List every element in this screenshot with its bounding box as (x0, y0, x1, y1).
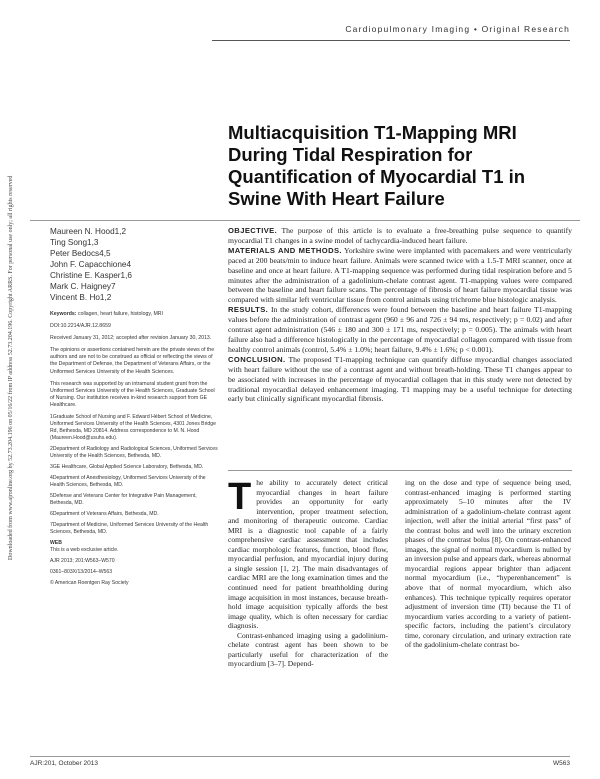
author-sidebar (50, 226, 218, 591)
author: Maureen N. Hood1,2 (50, 227, 127, 236)
footer-divider (30, 756, 570, 757)
body-column-1 (228, 478, 388, 669)
issn: 0361–803X/13/2014–W563 (50, 569, 113, 576)
funding-note: This research was supported by an intramural student grant from the Uniformed Services University of the Health Sciences, Graduate School of Nursing. Our institution receives in-kind research support from GE Healthcare. (50, 380, 215, 408)
author: Christine E. Kasper1,6 (50, 271, 132, 280)
affiliation: 3GE Healthcare, Global Applied Science Laboratory, Bethesda, MD. (50, 464, 204, 471)
title-divider (30, 220, 580, 221)
abstract (228, 226, 572, 404)
web-note: This is a web exclusive article. (50, 547, 119, 554)
section-header: Cardiopulmonary Imaging • Original Research (345, 24, 570, 34)
web-label: WEB (50, 540, 62, 547)
abstract-methods: MATERIALS AND METHODS. Yorkshire swine were implanted with pacemakers and were ventricularly paced at 200 beats/min to induce heart failure. Animals were scanned twice with a 1.5-T MRI scanner, once at baseline and once at heart failure. A T1-mapping sequence was performed during tidal respiration before and 5 minutes after the administration of a gadolinium-chelate contrast agent. T1-mapping values were compared between the baseline and heart failure scans. The percentage of fibrosis of heart failure myocardial tissue was compared with similar left ventricular tissue from control animals using trichrome blue histologic analysis. (228, 245, 573, 305)
article-title: Multiacquisition T1-Mapping MRI During Tidal Respiration for Quantification of Myocardial T1 in Swine With Heart Failure (228, 122, 526, 209)
author: Peter Bedocs4,5 (50, 249, 111, 258)
disclaimer: The opinions or assertions contained herein are the private views of the authors and are not to be construed as official or reflecting the views of the Department of Defense, the Department of Veterans Affairs, or the Uniformed Services University of the Health Sciences. (50, 347, 215, 375)
received-date: Received January 31, 2012; accepted after revision January 30, 2013. (50, 335, 212, 342)
affiliation: 7Department of Medicine, Uniformed Services University of the Health Sciences, Bethesda, MD. (50, 522, 209, 536)
download-stamp (0, 0, 16, 779)
body-column-2 (405, 478, 571, 650)
author: John F. Capacchione4 (50, 260, 132, 269)
abstract-conclusion: CONCLUSION. The proposed T1-mapping technique can quantify diffuse myocardial changes associated with heart failure without the use of a contrast agent and without breath-holding. These T1 changes appear to be associated with increases in the percentage of myocardial collagen that in this study were not detected by traditional myocardial delayed enhancement imaging. T1 mapping may be a useful technique for detecting early but clinically significant myocardial fibrosis. (228, 354, 572, 404)
download-stamp-text: Downloaded from www.ajronline.org by 52.73.204.196 on 05/16/22 from IP address 52.73.204.196. Copyright ARRS. For personal use only; all rights reserved (8, 175, 14, 560)
doi[interactable]: DOI:10.2214/AJR.12.8659 (50, 323, 111, 330)
affiliation: 1Graduate School of Nursing and F. Edward Hébert School of Medicine, Uniformed Services University of the Health Sciences, 4301 Jones Bridge Rd, Bethesda, MD 20814. Address correspondence to M. N. Hood (Maureen.Hood@usuhs.edu). (50, 414, 216, 442)
affiliation: 6Department of Veterans Affairs, Bethesda, MD. (50, 511, 159, 518)
copyright: © American Roentgen Ray Society (50, 580, 129, 587)
affiliation: 5Defense and Veterans Center for Integrative Pain Management, Bethesda, MD. (50, 493, 197, 507)
footer-journal: AJR:201, October 2013 (30, 760, 98, 767)
author: Vincent B. Ho1,2 (50, 293, 112, 302)
author: Mark C. Haigney7 (50, 282, 116, 291)
abstract-results: RESULTS. In the study cohort, differences were found between the baseline and heart failure T1-mapping values before the administration of contrast agent (960 ± 96 and 726 ± 94 ms, respectively; p = 0.02) and after contrast agent administration (546 ± 180 and 300 ± 171 ms, respectively; p = 0.005). The animals with heart failure also had a difference histologically in the percentage of myocardial collagen compared with tissue from healthy control animals (control, 5.4% ± 1.0%; heart failure, 9.4% ± 1.6%; p < 0.001). (228, 305, 573, 354)
affiliation: 4Department of Anesthesiology, Uniformed Services University of the Health Sciences, Bethesda, MD. (50, 475, 206, 489)
body-paragraph: Contrast-enhanced imaging using a gadolinium-chelate contrast agent has been shown to be particularly useful for characterization of the myocardium [3–7]. Depend- (228, 630, 388, 669)
page-number: W563 (553, 760, 570, 767)
journal-citation: AJR 2013; 201:W563–W570 (50, 558, 115, 565)
body-paragraph: The ability to accurately detect critical myocardial changes in heart failure provides an opportunity for early intervention, proper treatment selection, and monitoring of therapeutic outcome. Cardiac MRI is a diagnostic tool capable of a fairly comprehensive cardiac assessment that includes cardiac morphologic features, function, blood flow, myocardial perfusion, and myocardial injury during a single session [1, 2]. The main disadvantages of cardiac MRI are the long examination times and the continued need for patient breathholding during image acquisition in most instances, because breath-hold image acquisition typically affords the best image quality, which is often necessary for cardiac diagnosis. (228, 476, 388, 631)
affiliation: 2Department of Radiology and Radiological Sciences, Uniformed Services University of the Health Sciences, Bethesda, MD. (50, 446, 218, 460)
body-paragraph: ing on the dose and type of sequence being used, contrast-enhanced imaging is performed starting approximately 5–10 minutes after the IV administration of a gadolinium-chelate contrast agent injection, well after the initial arterial “first pass” of the contrast bolus and well into the urinary excretion phases of the contrast bolus [8]. On contrast-enhanced images, the signal of normal myocardium is nulled by an inversion pulse and appears dark, whereas abnormal myocardial regions appear brighter than adjacent normal myocardium (i.e., “hyperenhancement” is above that of normal myocardium, which also enhances). This technique typically requires operator adjustment of inversion time (TI) because the T1 of myocardium varies according to a variety of patient-specific factors, including the patient’s circulatory time, coronary circulation, and urinary extraction rate of the gadolinium-chelate contrast bo- (405, 478, 571, 650)
author: Ting Song1,3 (50, 238, 99, 247)
abstract-divider (228, 470, 572, 471)
keywords-label: Keywords: (50, 311, 77, 317)
author-list (50, 226, 218, 303)
keywords-text: collagen, heart failure, histology, MRI (77, 311, 163, 317)
keywords (50, 311, 218, 318)
header-divider (212, 40, 570, 41)
drop-cap: T (228, 476, 252, 518)
abstract-objective: OBJECTIVE. The purpose of this article is to evaluate a free-breathing pulse sequence to quantify myocardial T1 changes in a swine model of tachycardia-induced heart failure. (228, 226, 572, 245)
